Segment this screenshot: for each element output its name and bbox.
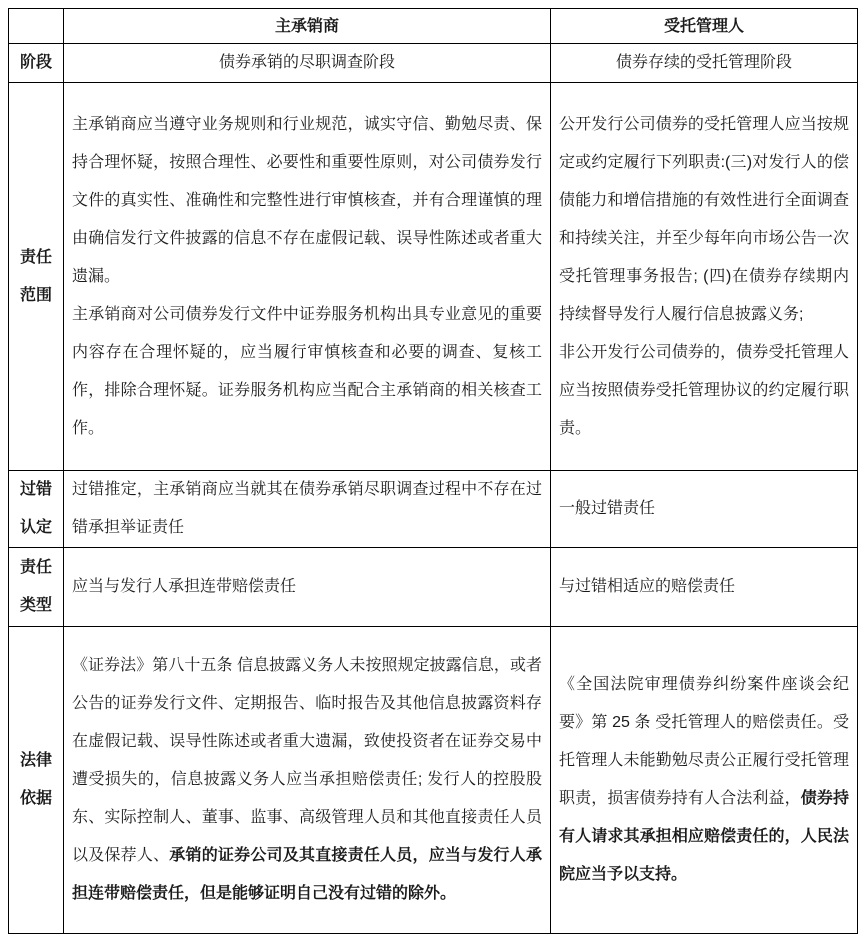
corner-cell bbox=[9, 9, 64, 44]
column-header-lead-underwriter: 主承销商 bbox=[64, 9, 551, 44]
column-header-bond-trustee: 受托管理人 bbox=[551, 9, 858, 44]
cell-legal-underwriter: 《证券法》第八十五条 信息披露义务人未按照规定披露信息，或者公告的证券发行文件、定期报告、临时报告及其他信息披露资料存在虚假记载、误导性陈述或者重大遗漏，致使投资者在证券交易中遭受损失的，信息披露义务人应当承担赔偿责任; 发行人的控股股东、实际控制人、董事、监事、高级管理人员和其他直接责任人员以及保荐人、承销的证券公司及其直接责任人员，应当与发行人承担连带赔偿责任，但是能够证明自己没有过错的除外。 bbox=[64, 627, 551, 934]
row-liability-type bbox=[9, 548, 858, 627]
row-label-liability-type: 责任类型 bbox=[9, 548, 64, 627]
row-stage bbox=[9, 44, 858, 83]
cell-legal-trustee: 《全国法院审理债券纠纷案件座谈会纪要》第 25 条 受托管理人的赔偿责任。受托管理人未能勤勉尽责公正履行受托管理职责，损害债券持有人合法利益，债券持有人请求其承担相应赔偿责任的，人民法院应当予以支持。 bbox=[551, 627, 858, 934]
cell-stage-trustee: 债券存续的受托管理阶段 bbox=[551, 44, 858, 83]
cell-scope-underwriter: 主承销商应当遵守业务规则和行业规范，诚实守信、勤勉尽责、保持合理怀疑，按照合理性、必要性和重要性原则，对公司债券发行文件的真实性、准确性和完整性进行审慎核查，并有合理谨慎的理由确信发行文件披露的信息不存在虚假记载、误导性陈述或者重大遗漏。 主承销商对公司债券发行文件中证券服务机构出具专业意见的重要内容存在合理怀疑的，应当履行审慎核查和必要的调查、复核工作，排除合理怀疑。证券服务机构应当配合主承销商的相关核查工作。 bbox=[64, 83, 551, 471]
header-row bbox=[9, 9, 858, 44]
row-label-legal-basis: 法律依据 bbox=[9, 627, 64, 934]
row-label-liability-scope: 责任范围 bbox=[9, 83, 64, 471]
row-label-stage: 阶段 bbox=[9, 44, 64, 83]
comparison-table bbox=[8, 8, 858, 934]
cell-type-trustee: 与过错相适应的赔偿责任 bbox=[551, 548, 858, 627]
cell-fault-underwriter: 过错推定，主承销商应当就其在债券承销尽职调查过程中不存在过错承担举证责任 bbox=[64, 471, 551, 548]
row-fault-determination bbox=[9, 471, 858, 548]
cell-scope-trustee: 公开发行公司债券的受托管理人应当按规定或约定履行下列职责:(三)对发行人的偿债能力和增信措施的有效性进行全面调查和持续关注，并至少每年向市场公告一次受托管理事务报告; (四)在债券存续期内持续督导发行人履行信息披露义务; 非公开发行公司债券的，债券受托管理人应当按照债券受托管理协议的约定履行职责。 bbox=[551, 83, 858, 471]
row-liability-scope bbox=[9, 83, 858, 471]
row-legal-basis bbox=[9, 627, 858, 934]
cell-stage-underwriter: 债券承销的尽职调查阶段 bbox=[64, 44, 551, 83]
cell-type-underwriter: 应当与发行人承担连带赔偿责任 bbox=[64, 548, 551, 627]
row-label-fault-determination: 过错认定 bbox=[9, 471, 64, 548]
cell-fault-trustee: 一般过错责任 bbox=[551, 471, 858, 548]
